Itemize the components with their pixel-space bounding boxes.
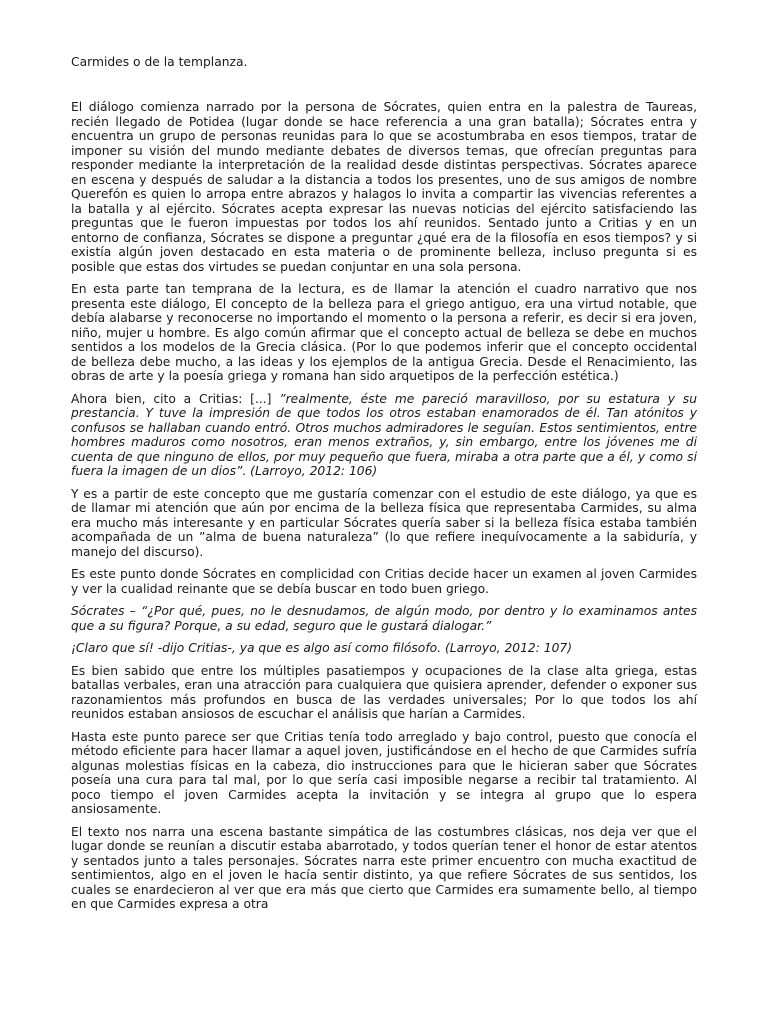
quote-lead: Ahora bien, cito a Critias: [...] xyxy=(71,391,280,406)
critias-reply-quote: ¡Claro que sí! -dijo Critias-, ya que es algo así como filósofo. (Larroyo, 2012: 107) xyxy=(71,641,573,655)
document-title: Carmides o de la templanza. xyxy=(71,55,248,69)
paragraph-beauty-concept: En esta parte tan temprana de la lectura, es de llamar la atención el cuadro narrativo que nos presenta este diálogo, El concepto de la belleza para el griego antiguo, era una virtud notable, que debía alabarse y reconocerse no importando el momento o la persona a referir, es decir si era joven, niño, mujer u hombre. Es algo común afirmar que el concepto actual de belleza se debe en muchos sentidos a los modelos de la Grecia clásica. (Por lo que podemos inferir que el concepto occidental de belleza debe mucho, a las ideas y los ejemplos de la antigua Grecia. Desde el Renacimiento, las obras de arte y la poesía griega y romana han sido arquetipos de la perfección estética.) xyxy=(71,282,697,383)
critias-quote: ”realmente, éste me pareció maravilloso, por su estatura y su prestancia. Y tuve la impresión de que todos los otros estaban enamorados de él. Tan atónitos y confusos se hallaban cuando entró. Otros muchos admiradores le seguían. Estos sentimientos, entre hombres maduros como nosotros, eran menos extraños, y, sin embargo, entre los jóvenes me di cuenta de que ninguno de ellos, por muy pequeño que fuera, miraba a otra parte que a él, y como si fuera la imagen de un dios”. (Larroyo, 2012: 106) xyxy=(71,391,697,478)
paragraph-socrates-quote xyxy=(71,604,697,633)
paragraph-intro: El diálogo comienza narrado por la persona de Sócrates, quien entra en la palestra de Taureas, recién llegado de Potidea (lugar donde se hace referencia a una gran batalla); Sócrates entra y encuentra un grupo de personas reunidas para lo que se acostumbraba en esos tiempos, tratar de imponer su visión del mundo mediante debates de diversos temas, que ofrecían preguntas para responder mediante la interpretación de la realidad desde distintas perspectivas. Sócrates aparece en escena y después de saludar a la distancia a todos los presentes, uno de sus amigos de nombre Querefón es quien lo arropa entre abrazos y halagos lo invita a compartir las vivencias referentes a la batalla y al ejército. Sócrates acepta expresar las nuevas noticias del ejército satisfaciendo las preguntas que le fueron impuestas por todos los ahí reunidos. Sentado junto a Critias y en un entorno de confianza, Sócrates se dispone a preguntar ¿qué era de la filosofía en esos tiempos? y si existía algún joven destacado en esta materia o de prominente belleza, incluso pregunta si es posible que estas dos virtudes se puedan conjuntar en una sola persona. xyxy=(71,100,697,274)
paragraph-critias-quote xyxy=(71,392,697,479)
paragraph-critias-reply xyxy=(71,641,697,656)
paragraph-study-start: Y es a partir de este concepto que me gustaría comenzar con el estudio de este diálogo, ya que es de llamar mi atención que aún por encima de la belleza física que representaba Carmides, su alma era mucho más interesante y en particular Sócrates quería saber si la belleza física estaba también acompañada de un ”alma de buena naturaleza” (lo que refiere inequívocamente a la sabiduría, y manejo del discurso). xyxy=(71,486,697,559)
paragraph-examination: Es este punto donde Sócrates en complicidad con Critias decide hacer un examen al joven Carmides y ver la cualidad reinante que se debía buscar en todo buen griego. xyxy=(71,567,697,596)
paragraph-verbal-battles: Es bien sabido que entre los múltiples pasatiempos y ocupaciones de la clase alta griega, estas batallas verbales, eran una atracción para cualquiera que quisiera aprender, defender o exponer sus razonamientos más profundos en busca de las verdades universales; Por lo que todos los ahí reunidos estaban ansiosos de escuchar el análisis que harían a Carmides. xyxy=(71,663,697,721)
paragraph-critias-plan: Hasta este punto parece ser que Critias tenía todo arreglado y bajo control, puesto que conocía el método eficiente para hacer llamar a aquel joven, justificándose en el hecho de que Carmides sufría algunas molestias físicas en la cabeza, dio instrucciones para que le hicieran saber que Sócrates poseía una cura para tal mal, por lo que sería casi imposible negarse a recibir tal tratamiento. Al poco tiempo el joven Carmides acepta la invitación y se integra al grupo que lo espera ansiosamente. xyxy=(71,729,697,816)
paragraph-scene: El texto nos narra una escena bastante simpática de las costumbres clásicas, nos deja ver que el lugar donde se reunían a discutir estaba abarrotado, y todos querían tener el honor de estar atentos y sentados junto a tales personajes. Sócrates narra este primer encuentro con mucha exactitud de sentimientos, algo en el joven le hacía sentir distinto, ya que refiere Sócrates de sus sentidos, los cuales se enardecieron al ver que era más que cierto que Carmides era sumamente bello, al tiempo en que Carmides expresa a otra xyxy=(71,824,697,911)
socrates-quote: Sócrates – “¿Por qué, pues, no le desnudamos, de algún modo, por dentro y lo examinamos antes que a su figura? Porque, a su edad, seguro que le gustará dialogar.” xyxy=(71,604,697,633)
